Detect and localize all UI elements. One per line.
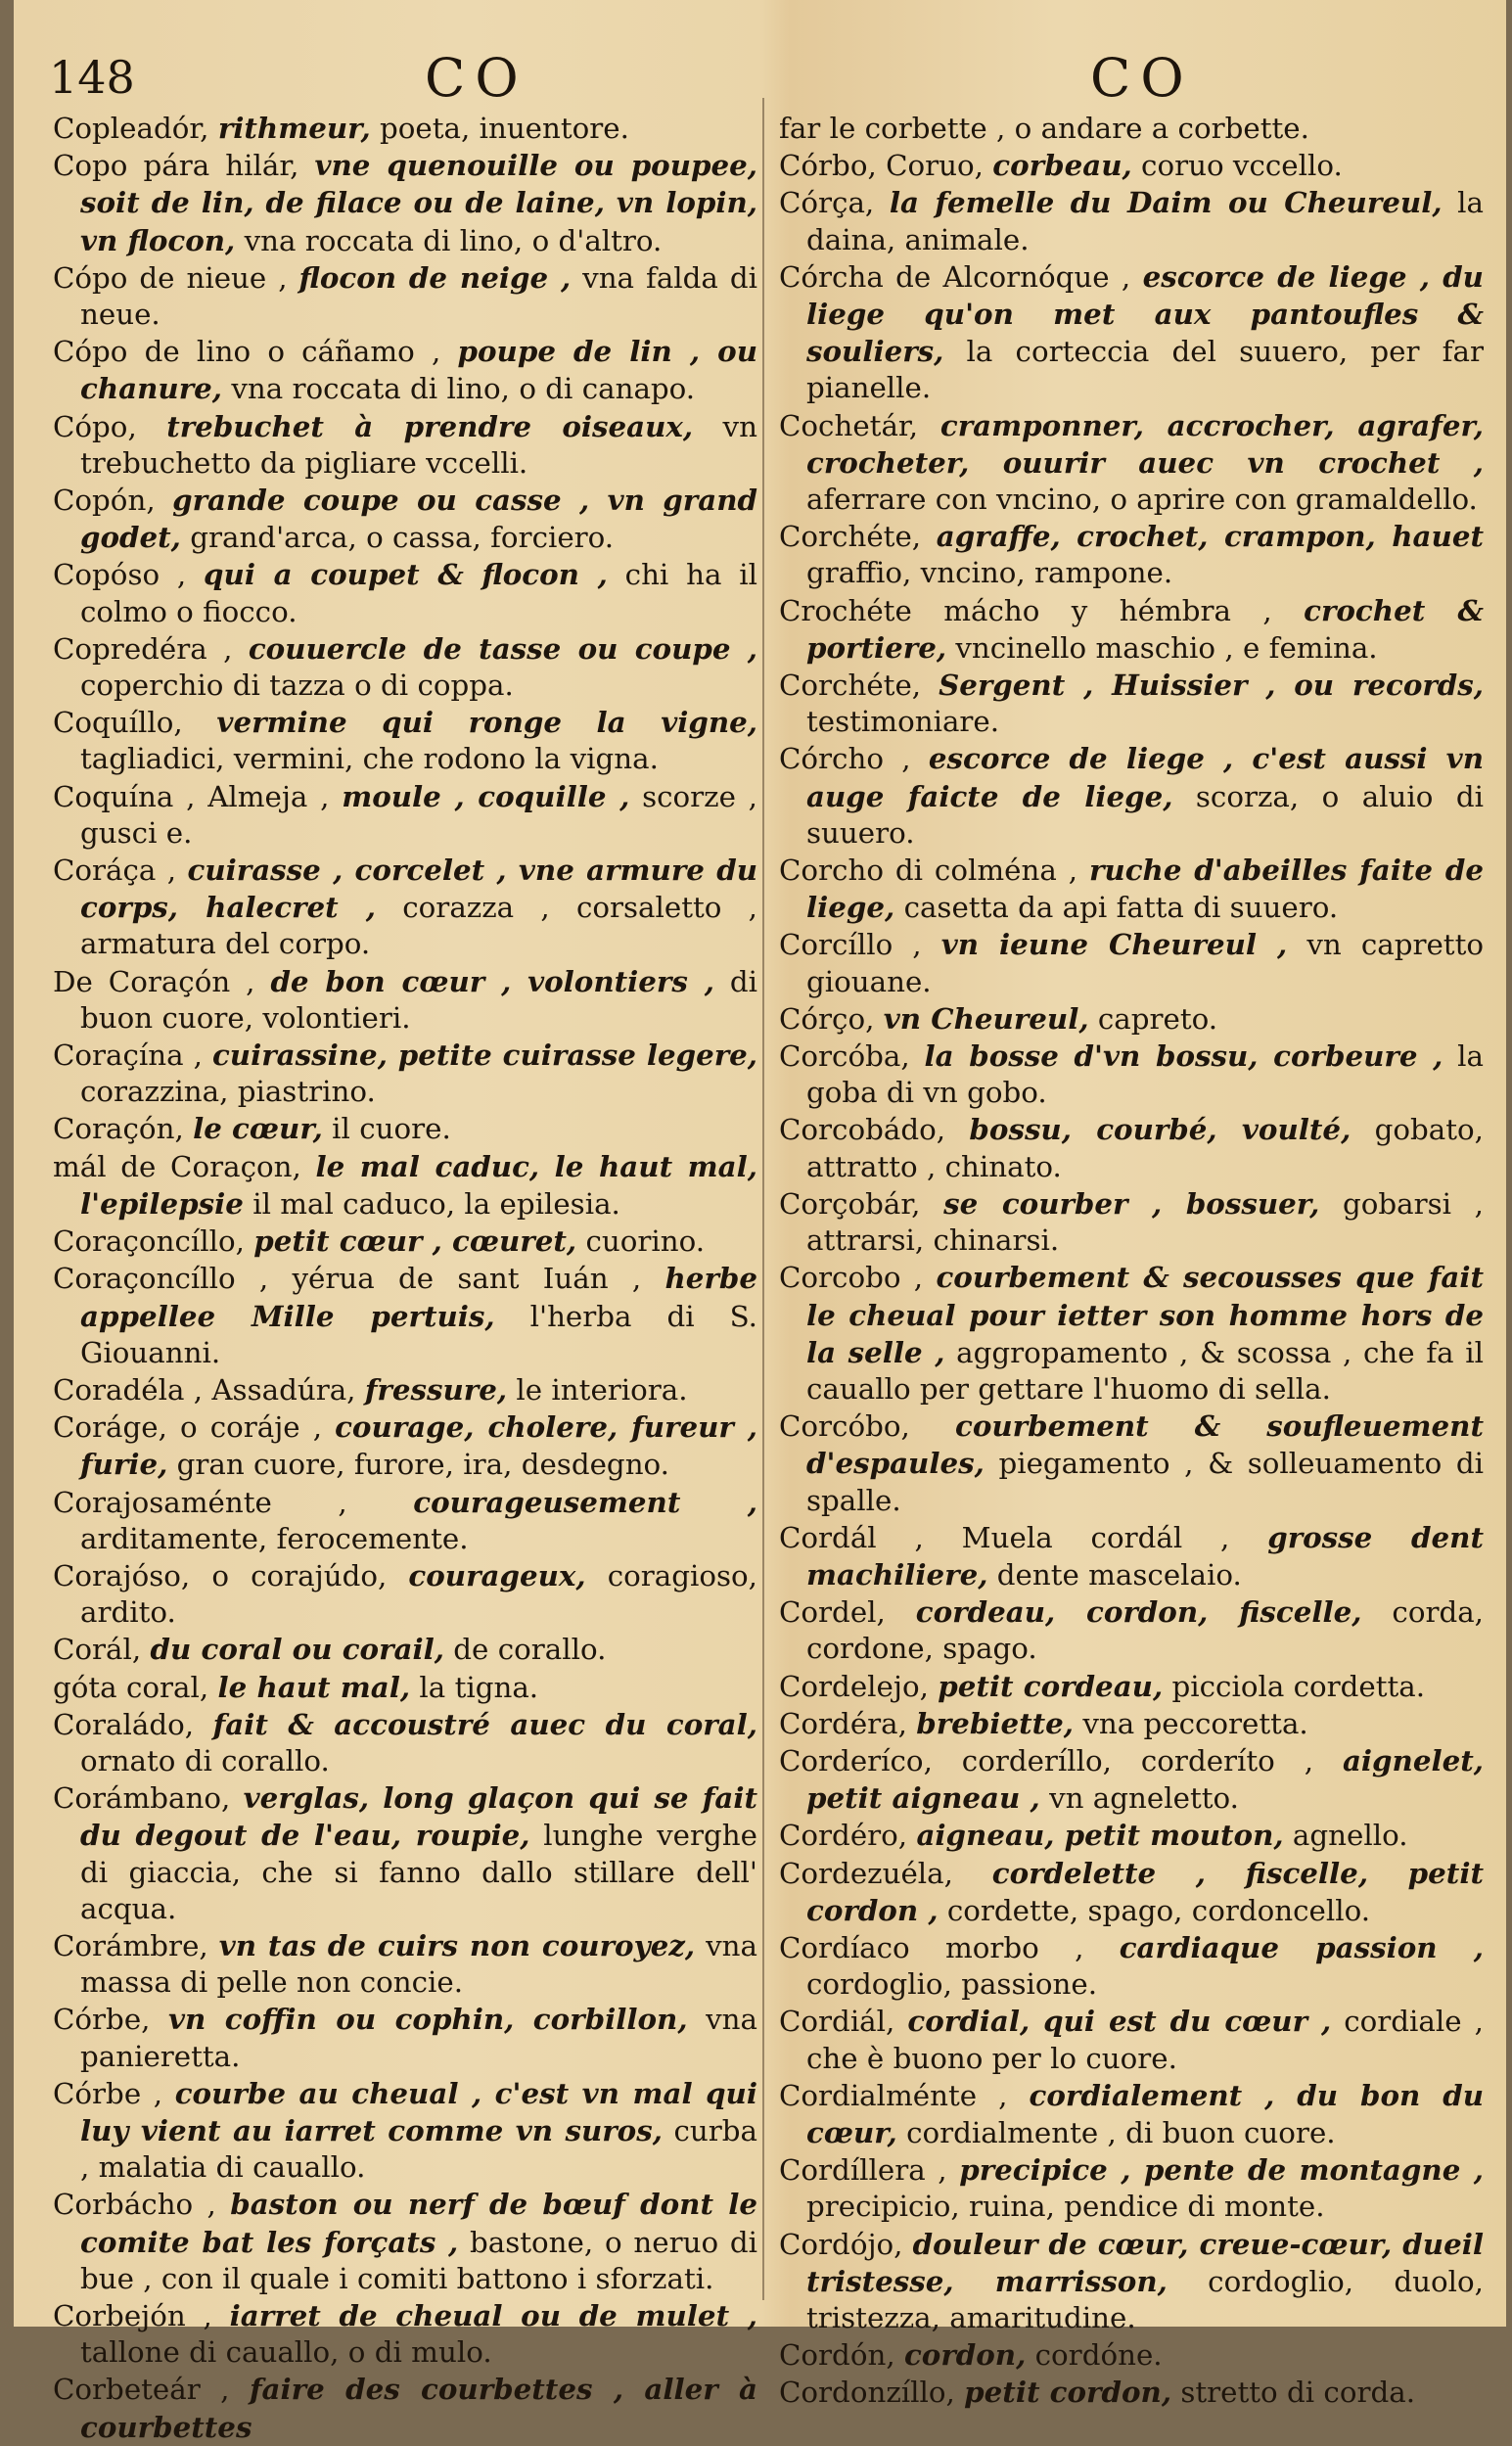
italian-gloss: la corteccia del suuero, per far pianelle. bbox=[806, 335, 1484, 405]
dictionary-entry bbox=[779, 147, 1484, 184]
italian-gloss: di buon cuore, volontieri. bbox=[80, 964, 757, 1035]
french-gloss: agraffe, crochet, crampon, hauet bbox=[936, 519, 1484, 554]
dictionary-entry bbox=[779, 184, 1484, 257]
headword: Copleadór, bbox=[53, 112, 209, 145]
headword: Corcobo , bbox=[779, 1261, 924, 1295]
headword: Cordialménte , bbox=[779, 2078, 1008, 2112]
italian-gloss: vna roccata di lino, o di canapo. bbox=[231, 372, 696, 406]
dictionary-entry bbox=[779, 1408, 1484, 1519]
headword: Corajosaménte , bbox=[53, 1485, 347, 1519]
headword: Coráge, o coráje , bbox=[53, 1410, 323, 1445]
left-column bbox=[53, 110, 757, 2446]
italian-gloss: coruo vccello. bbox=[1141, 149, 1343, 183]
italian-gloss: casetta da api fatta di suuero. bbox=[903, 891, 1339, 925]
french-gloss: couuercle de tasse ou coupe , bbox=[248, 630, 757, 666]
headword: Corbeteár , bbox=[53, 2373, 230, 2407]
dictionary-entry bbox=[53, 1223, 757, 1260]
headword: Copredéra , bbox=[53, 631, 233, 666]
french-gloss: cordialement , du bon du cœur, bbox=[806, 2077, 1484, 2149]
french-gloss: petit cordeau, bbox=[938, 1668, 1164, 1703]
headword: Coquíllo, bbox=[53, 706, 183, 740]
french-gloss: moule , coquille , bbox=[342, 778, 630, 813]
italian-gloss: bastone, o neruo di bue , con il quale i comiti battono i sforzati. bbox=[80, 2225, 757, 2295]
french-gloss: petit cœur , cœuret, bbox=[253, 1223, 577, 1259]
headword: Corajóso, o corajúdo, bbox=[53, 1558, 388, 1592]
italian-gloss: aferrare con vncino, o aprire con gramaldello. bbox=[806, 483, 1478, 517]
italian-gloss: cordoglio, passione. bbox=[806, 1967, 1098, 2002]
headword: Corçobár, bbox=[779, 1186, 921, 1221]
french-gloss: flocon de neige , bbox=[298, 259, 572, 295]
italian-gloss: vna massa di pelle non concie. bbox=[80, 1928, 757, 2000]
dictionary-entry bbox=[779, 1259, 1484, 1408]
french-gloss: aigneau, petit mouton, bbox=[916, 1818, 1284, 1853]
running-head-right: CO bbox=[1090, 47, 1194, 109]
french-gloss: cordial, qui est du cœur , bbox=[907, 2004, 1332, 2039]
dictionary-entry bbox=[779, 1593, 1484, 1667]
headword: Coraçína , bbox=[53, 1038, 203, 1073]
dictionary-entry bbox=[53, 2297, 757, 2371]
french-gloss: courbement & soufleuement d'espaules, bbox=[806, 1408, 1484, 1481]
headword: Cordéro, bbox=[779, 1819, 908, 1853]
italian-gloss: cordette, spago, cordoncello. bbox=[946, 1893, 1371, 1927]
french-gloss: iarret de cheual ou de mulet , bbox=[229, 2297, 757, 2332]
french-gloss: le mal caduc, le haut mal, l'epilepsie bbox=[80, 1148, 757, 1221]
headword: Cordón, bbox=[779, 2338, 895, 2373]
italian-gloss: cordóne. bbox=[1034, 2338, 1163, 2373]
headword: Córbo, Coruo, bbox=[779, 149, 984, 183]
headword: mál de Coraçon, bbox=[53, 1149, 301, 1183]
headword: Cordíaco morbo , bbox=[779, 1930, 1084, 1964]
dictionary-entry bbox=[779, 592, 1484, 667]
french-gloss: courbement & secousses que fait le cheual pour ietter son homme hors de la selle , bbox=[806, 1260, 1484, 1369]
italian-gloss: precipicio, ruina, pendice di monte. bbox=[806, 2190, 1325, 2224]
headword: Corbejón , bbox=[53, 2298, 212, 2332]
italian-gloss: scorze , gusci e. bbox=[80, 779, 757, 850]
french-gloss: corbeau, bbox=[992, 148, 1132, 183]
dictionary-entry bbox=[53, 1669, 757, 1706]
dictionary-entry bbox=[53, 1371, 757, 1408]
headword: Coraçón, bbox=[53, 1112, 184, 1146]
dictionary-entry bbox=[779, 2226, 1484, 2337]
headword: Corcóba, bbox=[779, 1039, 910, 1074]
dictionary-entry bbox=[53, 333, 757, 407]
headword: Copo pára hilár, bbox=[53, 149, 299, 183]
italian-gloss: il cuore. bbox=[332, 1112, 451, 1146]
italian-gloss: tallone di cauallo, o di mulo. bbox=[80, 2335, 492, 2370]
headword: Corchéte, bbox=[779, 669, 922, 703]
italian-gloss: cuorino. bbox=[585, 1224, 706, 1259]
french-gloss: escorce de liege , du liege qu'on met aux pantoufles & souliers, bbox=[806, 258, 1484, 369]
dictionary-entry bbox=[53, 1557, 757, 1631]
dictionary-entry bbox=[53, 2001, 757, 2074]
french-gloss: ruche d'abeilles faite de liege, bbox=[806, 853, 1484, 925]
headword: Corámbano, bbox=[53, 1781, 231, 1816]
french-gloss: grosse dent machiliere, bbox=[806, 1519, 1484, 1592]
dictionary-entry bbox=[779, 1000, 1484, 1038]
italian-gloss: corazza , corsaletto , armatura del corpo. bbox=[80, 891, 757, 961]
headword: Cordál , Muela cordál , bbox=[779, 1520, 1230, 1554]
french-gloss: Sergent , Huissier , ou records, bbox=[939, 668, 1484, 703]
italian-gloss: cordoglio, duolo, tristezza, amaritudine. bbox=[806, 2264, 1484, 2334]
headword: Cordezuéla, bbox=[779, 1856, 953, 1890]
french-gloss: crochet & portiere, bbox=[806, 592, 1484, 665]
french-gloss: cuirassine, petite cuirasse legere, bbox=[211, 1038, 757, 1073]
italian-gloss: gran cuore, furore, ira, desdegno. bbox=[176, 1448, 669, 1482]
dictionary-entry bbox=[779, 1111, 1484, 1184]
dictionary-entry bbox=[779, 1817, 1484, 1854]
headword: Cochetár, bbox=[779, 408, 919, 442]
dictionary-entry bbox=[779, 1519, 1484, 1593]
dictionary-entry bbox=[53, 2075, 757, 2187]
dictionary-entry bbox=[779, 2077, 1484, 2151]
italian-gloss: gobarsi , attrarsi, chinarsi. bbox=[806, 1186, 1484, 1258]
page-header bbox=[14, 47, 1506, 115]
dictionary-entry bbox=[53, 778, 757, 852]
headword: Córbe , bbox=[53, 2076, 163, 2110]
french-gloss: rithmeur, bbox=[217, 111, 371, 145]
italian-gloss: lunghe verghe di giaccia, che si fanno dallo stillare dell' acqua. bbox=[80, 1819, 757, 1925]
french-gloss: courbe au cheual , c'est vn mal qui luy vient au iarret comme vn suros, bbox=[80, 2075, 757, 2147]
headword: Corcho di colména , bbox=[779, 854, 1078, 888]
italian-gloss: capreto. bbox=[1097, 1001, 1218, 1036]
dictionary-entry bbox=[779, 2003, 1484, 2076]
french-gloss: cramponner, accrocher, agrafer, crocheter, ouurir auec vn crochet , bbox=[806, 407, 1484, 480]
italian-gloss: ornato di corallo. bbox=[80, 1743, 330, 1777]
italian-gloss: tagliadici, vermini, che rodono la vigna. bbox=[80, 742, 659, 776]
italian-gloss: gobato, attratto , chinato. bbox=[806, 1113, 1484, 1183]
italian-gloss: picciola cordetta. bbox=[1171, 1669, 1426, 1703]
dictionary-entry bbox=[53, 704, 757, 777]
dictionary-entry bbox=[779, 258, 1484, 407]
dictionary-entry bbox=[53, 1706, 757, 1779]
italian-gloss: corda, cordone, spago. bbox=[806, 1595, 1484, 1666]
french-gloss: de bon cœur , volontiers , bbox=[270, 963, 714, 998]
italian-gloss: de corallo. bbox=[453, 1633, 607, 1667]
headword: Coraçoncíllo, bbox=[53, 1224, 245, 1259]
french-gloss: vn coffin ou cophin, corbillon, bbox=[168, 2002, 688, 2037]
french-gloss: grande coupe ou casse , vn grand godet, bbox=[80, 483, 757, 555]
headword: góta coral, bbox=[53, 1670, 209, 1704]
french-gloss: vne quenouille ou poupee, soit de lin, de filace ou de laine, vn lopin, vn flocon, bbox=[80, 148, 757, 257]
dictionary-entry bbox=[779, 926, 1484, 999]
french-gloss: cuirasse , corcelet , vne armure du corps, halecret , bbox=[80, 853, 757, 925]
italian-gloss: vn trebuchetto da pigliare vccelli. bbox=[80, 409, 757, 480]
headword: Crochéte mácho y hémbra , bbox=[779, 593, 1272, 627]
headword: Corbácho , bbox=[53, 2188, 216, 2222]
italian-gloss: la goba di vn gobo. bbox=[806, 1039, 1484, 1110]
headword: Copóso , bbox=[53, 558, 187, 592]
french-gloss: le cœur, bbox=[193, 1111, 323, 1146]
french-gloss: vermine qui ronge la vigne, bbox=[216, 705, 757, 740]
italian-gloss: l'herba di S. Giouanni. bbox=[80, 1299, 757, 1369]
french-gloss: bossu, courbé, voulté, bbox=[969, 1112, 1352, 1147]
italian-gloss: poeta, inuentore. bbox=[379, 112, 629, 145]
headword: Cordel, bbox=[779, 1595, 886, 1630]
french-gloss: le haut mal, bbox=[217, 1669, 411, 1704]
french-gloss: fait & accoustré auec du coral, bbox=[212, 1706, 757, 1741]
headword: Corcobádo, bbox=[779, 1113, 946, 1147]
headword: Corchéte, bbox=[779, 520, 922, 554]
headword: Corcóbo, bbox=[779, 1409, 910, 1444]
italian-gloss: agnello. bbox=[1292, 1819, 1408, 1853]
headword: Córbe, bbox=[53, 2003, 151, 2037]
dictionary-entry bbox=[53, 2371, 757, 2445]
italian-gloss: la daina, animale. bbox=[806, 186, 1484, 256]
italian-gloss: stretto di corda. bbox=[1180, 2376, 1416, 2410]
french-gloss: douleur de cœur, creue-cœur, dueil tristesse, marrisson, bbox=[806, 2226, 1484, 2298]
french-gloss: la bosse d'vn bossu, corbeure , bbox=[924, 1038, 1443, 1074]
dictionary-entry bbox=[53, 1779, 757, 1927]
french-gloss: fressure, bbox=[364, 1371, 508, 1407]
headword: Coradéla , Assadúra, bbox=[53, 1372, 356, 1407]
headword: Coráça , bbox=[53, 854, 177, 888]
italian-gloss: vna roccata di lino, o d'altro. bbox=[244, 223, 663, 257]
dictionary-entry bbox=[779, 740, 1484, 852]
dictionary-entry bbox=[53, 482, 757, 556]
dictionary-entry bbox=[53, 110, 757, 147]
dictionary-entry bbox=[53, 1148, 757, 1223]
headword: Córço, bbox=[779, 1001, 875, 1036]
french-gloss: vn tas de cuirs non couroyez, bbox=[218, 1927, 696, 1962]
headword: Córcho , bbox=[779, 742, 911, 776]
french-gloss: courageusement , bbox=[413, 1484, 757, 1519]
headword: Corámbre, bbox=[53, 1928, 208, 1962]
italian-gloss: la tigna. bbox=[419, 1670, 539, 1704]
french-gloss: cordelette , fiscelle, petit cordon , bbox=[806, 1855, 1484, 1927]
dictionary-entry bbox=[53, 1408, 757, 1483]
headword: Cópo, bbox=[53, 409, 137, 443]
french-gloss: faire des courbettes , aller à courbettes bbox=[80, 2372, 757, 2444]
headword: Cordiál, bbox=[779, 2005, 895, 2039]
headword: Corcíllo , bbox=[779, 928, 922, 962]
dictionary-entry bbox=[779, 2151, 1484, 2225]
page-number: 148 bbox=[49, 51, 135, 104]
italian-gloss: dente mascelaio. bbox=[996, 1557, 1242, 1592]
french-gloss: escorce de liege , c'est aussi vn auge faicte de liege, bbox=[806, 741, 1484, 813]
dictionary-entry bbox=[779, 1742, 1484, 1817]
french-gloss: se courber , bossuer, bbox=[943, 1185, 1320, 1221]
dictionary-entry bbox=[53, 556, 757, 629]
dictionary-entry bbox=[779, 1855, 1484, 1929]
headword: Cópo de lino o cáñamo , bbox=[53, 335, 441, 369]
running-head-left: CO bbox=[425, 47, 528, 109]
dictionary-entry bbox=[53, 1927, 757, 2001]
italian-gloss: chi ha il colmo o fiocco. bbox=[80, 558, 757, 628]
headword: Cordéra, bbox=[779, 1706, 907, 1740]
dictionary-entry bbox=[53, 1110, 757, 1147]
italian-gloss: vna falda di neue. bbox=[80, 260, 757, 332]
italian-gloss: piegamento , & solleuamento di spalle. bbox=[806, 1447, 1484, 1517]
french-gloss: trebuchet à prendre oiseaux, bbox=[166, 408, 694, 443]
headword: Cordonzíllo, bbox=[779, 2376, 955, 2410]
headword: Coquína , Almeja , bbox=[53, 779, 330, 813]
dictionary-entry bbox=[779, 407, 1484, 519]
italian-gloss: cordialmente , di buon cuore. bbox=[906, 2115, 1336, 2149]
italian-gloss: curba , malatia di cauallo. bbox=[80, 2113, 757, 2185]
headword: Cordelejo, bbox=[779, 1669, 929, 1703]
headword: Corderíco, corderíllo, corderíto , bbox=[779, 1743, 1314, 1777]
dictionary-entry bbox=[779, 1185, 1484, 1259]
headword: De Coraçón , bbox=[53, 964, 255, 998]
italian-gloss: vna peccoretta. bbox=[1082, 1706, 1308, 1740]
dictionary-entry bbox=[779, 1705, 1484, 1742]
dictionary-entry bbox=[53, 147, 757, 259]
french-gloss: cardiaque passion , bbox=[1119, 1929, 1484, 1964]
dictionary-entry bbox=[779, 1038, 1484, 1111]
headword: Córça, bbox=[779, 186, 875, 220]
french-gloss: poupe de lin , ou chanure, bbox=[80, 334, 757, 406]
french-gloss: herbe appellee Mille pertuis, bbox=[80, 1261, 757, 1333]
dictionary-entry bbox=[53, 259, 757, 333]
italian-gloss: arditamente, ferocemente. bbox=[80, 1521, 469, 1555]
french-gloss: aignelet, petit aigneau , bbox=[806, 1742, 1484, 1816]
dictionary-entry bbox=[53, 1260, 757, 1371]
french-gloss: courageux, bbox=[408, 1557, 586, 1592]
dictionary-entry bbox=[53, 408, 757, 482]
french-gloss: cordon, bbox=[903, 2337, 1027, 2373]
dictionary-entry bbox=[779, 2336, 1484, 2374]
headword: Cordíllera , bbox=[779, 2153, 947, 2188]
headword: Copón, bbox=[53, 484, 156, 518]
dictionary-entry bbox=[53, 2186, 757, 2297]
dictionary-entry bbox=[779, 518, 1484, 591]
headword: Cópo de nieue , bbox=[53, 260, 288, 295]
dictionary-entry bbox=[53, 1484, 757, 1557]
italian-gloss: coragioso, ardito. bbox=[80, 1558, 757, 1630]
french-gloss: du coral ou corail, bbox=[150, 1632, 444, 1667]
italian-gloss: grand'arca, o cassa, forciero. bbox=[190, 521, 615, 555]
dictionary-entry bbox=[779, 852, 1484, 926]
french-gloss: baston ou nerf de bœuf dont le comite bat les forçats , bbox=[80, 2187, 757, 2259]
italian-gloss: graffio, vncino, rampone. bbox=[806, 556, 1173, 590]
right-column bbox=[779, 110, 1484, 2412]
french-gloss: vn Cheureul, bbox=[883, 1000, 1089, 1036]
headword: Corál, bbox=[53, 1633, 142, 1667]
italian-gloss: vn agneletto. bbox=[1049, 1781, 1239, 1816]
italian-gloss: far le corbette , o andare a corbette. bbox=[779, 112, 1309, 145]
dictionary-entry bbox=[779, 1668, 1484, 1705]
french-gloss: vn ieune Cheureul , bbox=[940, 927, 1288, 962]
french-gloss: la femelle du Daim ou Cheureul, bbox=[889, 185, 1443, 220]
dictionary-entry bbox=[53, 852, 757, 963]
italian-gloss: vna panieretta. bbox=[80, 2003, 757, 2073]
french-gloss: precipice , pente de montagne , bbox=[959, 2152, 1484, 2188]
italian-gloss: cordiale , che è buono per lo cuore. bbox=[806, 2005, 1484, 2075]
italian-gloss: aggropamento , & scossa , che fa il cauallo per gettare l'huomo di sella. bbox=[806, 1335, 1484, 1406]
headword: Coraçoncíllo , yérua de sant Iuán , bbox=[53, 1262, 642, 1296]
italian-gloss: le interiora. bbox=[516, 1372, 688, 1407]
french-gloss: petit cordon, bbox=[964, 2375, 1172, 2410]
column-divider bbox=[762, 98, 764, 2300]
italian-gloss: testimoniare. bbox=[806, 705, 1000, 739]
headword: Coraládo, bbox=[53, 1707, 195, 1741]
dictionary-entry bbox=[779, 2374, 1484, 2411]
french-gloss: courage, cholere, fureur , furie, bbox=[80, 1409, 757, 1482]
dictionary-entry bbox=[53, 1631, 757, 1668]
french-gloss: qui a coupet & flocon , bbox=[204, 557, 608, 592]
dictionary-entry bbox=[53, 630, 757, 704]
headword: Córcha de Alcornóque , bbox=[779, 259, 1131, 294]
dictionary-entry bbox=[779, 667, 1484, 740]
italian-gloss: scorza, o aluio di suuero. bbox=[806, 779, 1484, 850]
dictionary-entry bbox=[53, 963, 757, 1037]
italian-gloss: vncinello maschio , e femina. bbox=[955, 630, 1378, 665]
french-gloss: cordeau, cordon, fiscelle, bbox=[915, 1594, 1362, 1630]
dictionary-page bbox=[14, 0, 1506, 2444]
italian-gloss: vn capretto giouane. bbox=[806, 928, 1484, 998]
dictionary-entry bbox=[779, 110, 1484, 147]
italian-gloss: coperchio di tazza o di coppa. bbox=[80, 669, 514, 703]
italian-gloss: il mal caduco, la epilesia. bbox=[252, 1186, 620, 1221]
french-gloss: verglas, long glaçon qui se fait du degout de l'eau, roupie, bbox=[80, 1780, 757, 1853]
italian-gloss: corazzina, piastrino. bbox=[80, 1075, 376, 1109]
headword: Cordójo, bbox=[779, 2227, 903, 2261]
dictionary-entry bbox=[779, 1929, 1484, 2003]
dictionary-entry bbox=[53, 1037, 757, 1110]
french-gloss: brebiette, bbox=[916, 1705, 1074, 1740]
